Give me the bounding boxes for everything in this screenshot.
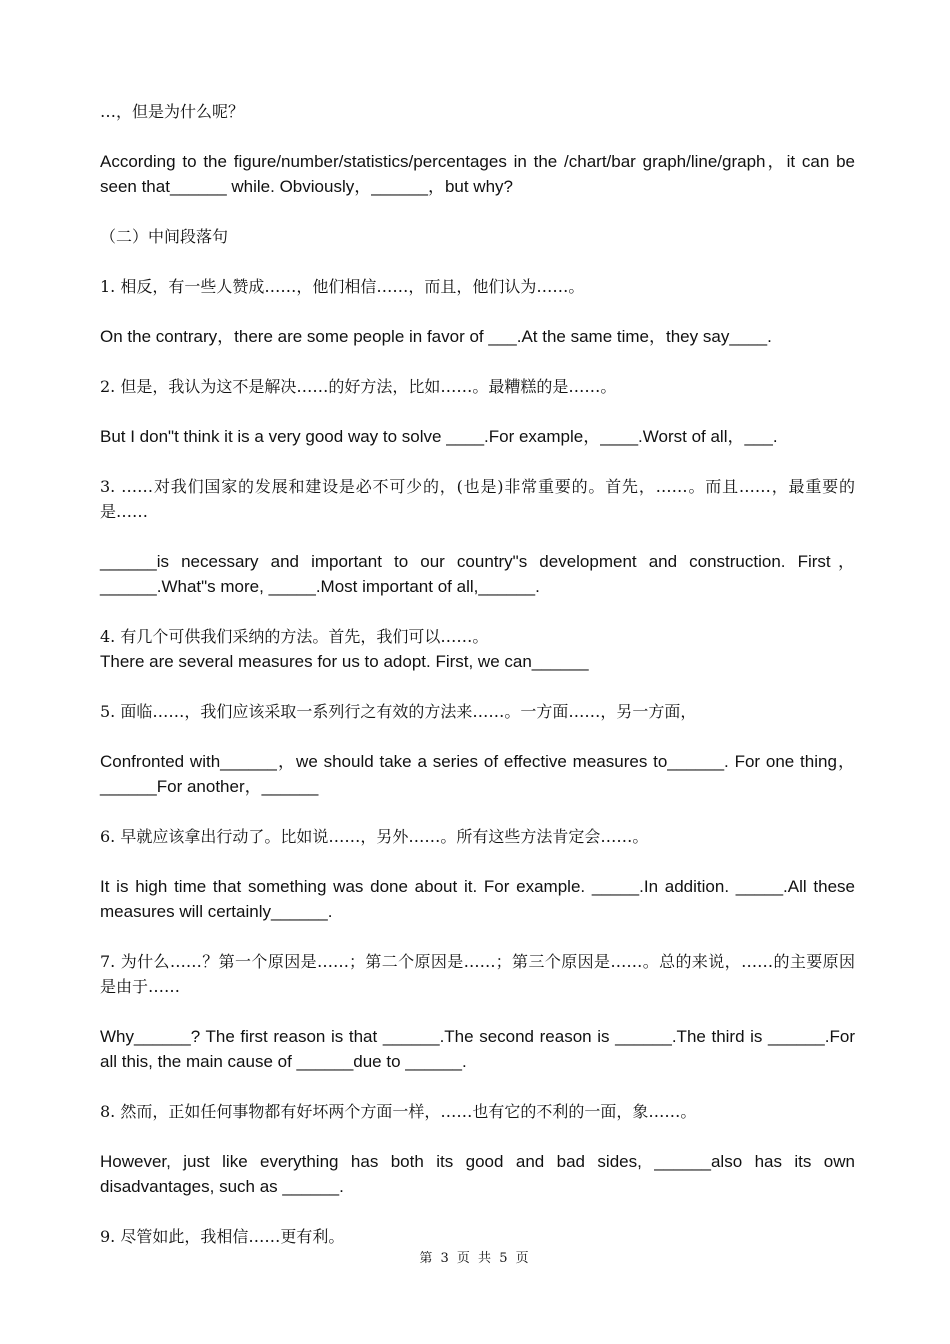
section-heading: （二）中间段落句 [100, 227, 229, 246]
paragraph-cn-9: 9. 尽管如此，我相信……更有利。 [100, 1227, 345, 1246]
paragraph-cn-1: 1. 相反，有一些人赞成……，他们相信……，而且，他们认为……。 [100, 277, 585, 296]
paragraph-en-1: On the contrary，there are some people in favor of ___.At the same time，they say____. [100, 327, 772, 346]
page-number-footer: 第 3 页 共 5 页 [419, 1251, 531, 1266]
paragraph-cn-8: 8. 然而，正如任何事物都有好坏两个方面一样，……也有它的不利的一面，象……。 [100, 1102, 697, 1121]
paragraph-en-3: ______is necessary and important to our country"s development and construction. First，______.What"s more, _____.Most important of all,______. [100, 552, 855, 596]
page-content [100, 97, 855, 1249]
paragraph-cn-5: 5. 面临……，我们应该采取一系列行之有效的方法来……。一方面……，另一方面， [100, 702, 697, 721]
paragraph-cn-7: 7. 为什么……？第一个原因是……；第二个原因是……；第三个原因是……。总的来说，……的主要原因是由于…… [100, 952, 855, 996]
paragraph-cn-6: 6. 早就应该拿出行动了。比如说……，另外……。所有这些方法肯定会……。 [100, 827, 649, 846]
paragraph-cn-intro-question: …，但是为什么呢？ [100, 102, 245, 121]
paragraph-en-chart-description: According to the figure/number/statistics/percentages in the /chart/bar graph/line/graph，it can be seen that______ while. Obviously，______，but why? [100, 152, 855, 196]
paragraph-cn-3: 3. ……对我们国家的发展和建设是必不可少的，(也是)非常重要的。首先，……。而且……，最重要的是…… [100, 477, 855, 521]
paragraph-en-2: But I don"t think it is a very good way to solve ____.For example，____.Worst of all，___. [100, 427, 778, 446]
paragraph-en-7: Why______? The first reason is that ______.The second reason is ______.The third is ______.For all this, the main cause of ______due to ______. [100, 1027, 855, 1071]
paragraph-en-6: It is high time that something was done about it. For example. _____.In addition. _____.All these measures will certainly______. [100, 877, 855, 921]
paragraph-en-8: However, just like everything has both its good and bad sides, ______also has its own disadvantages, such as ______. [100, 1152, 855, 1196]
paragraph-cn-4: 4. 有几个可供我们采纳的方法。首先，我们可以……。 [100, 627, 489, 646]
paragraph-en-4: There are several measures for us to adopt. First, we can______ [100, 652, 589, 671]
paragraph-cn-2: 2. 但是，我认为这不是解决……的好方法，比如……。最糟糕的是……。 [100, 377, 617, 396]
paragraph-en-5: Confronted with______，we should take a series of effective measures to______. For one thing，______For another，______ [100, 752, 855, 796]
